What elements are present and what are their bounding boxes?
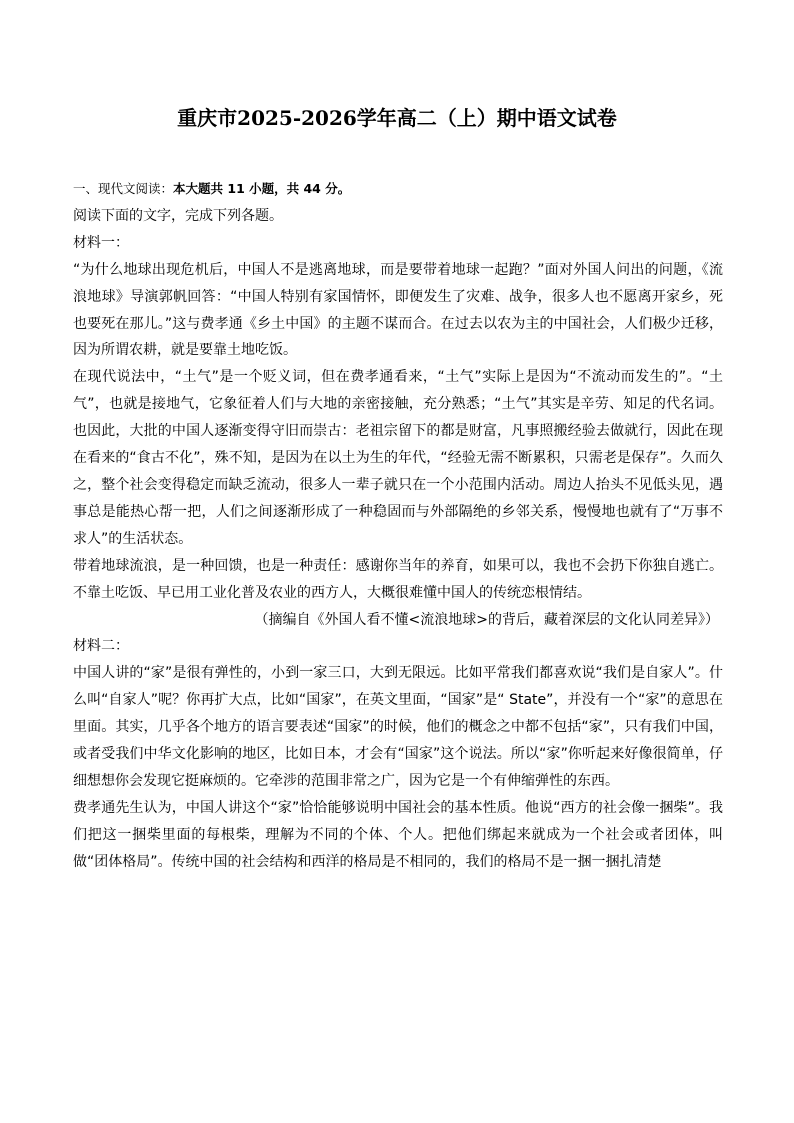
document-title: 重庆市2025-2026学年高二（上）期中语文试卷 [177, 106, 617, 130]
material-one-paragraph: “为什么地球出现危机后，中国人不是逃离地球，而是要带着地球一起跑？”面对外国人问出的问题，《流浪地球》导演郭帆回答：“中国人特别有家国情怀，即便发生了灾难、战争，很多人也不愿离开家乡，死也要死在那儿。”这与费孝通《乡土中国》的主题不谋而合。在过去以农为主的中国社会，人们极少迁移，因为所谓农耕，就是要靠土地吃饭。 [73, 261, 723, 359]
section-heading [73, 176, 723, 203]
document-body [73, 176, 723, 876]
material-two-paragraph: 中国人讲的“家”是很有弹性的，小到一家三口，大到无限远。比如平常我们都喜欢说“我们是自家人”。什么叫“自家人”呢？你再扩大点，比如“国家”，在英文里面，“国家”是“ State”，并没有一个“家”的意思在里面。其实，几乎各个地方的语言要表述“国家”的时候，他们的概念之中都不包括“家”，只有我们中国，或者受我们中华文化影响的地区，比如日本，才会有“国家”这个说法。所以“家”你听起来好像很简单，仔细想想你会发现它挺麻烦的。它牵涉的范围非常之广，因为它是一个有伸缩弹性的东西。 [73, 665, 723, 789]
material-two-paragraph: 费孝通先生认为，中国人讲这个“家”恰恰能够说明中国社会的基本性质。他说“西方的社会像一捆柴”。我们把这一捆柴里面的每根柴，理解为不同的个体、个人。把他们绑起来就成为一个社会或者团体，叫做“团体格局”。传统中国的社会结构和西洋的格局是不相同的，我们的格局不是一捆一捆扎清楚 [73, 799, 723, 870]
reading-instruction: 阅读下面的文字，完成下列各题。 [73, 207, 283, 224]
section-heading-label: 一、现代文阅读： [73, 181, 174, 196]
material-one-label: 材料一： [73, 234, 129, 251]
section-heading-detail: 本大题共 11 小题，共 44 分。 [173, 181, 351, 196]
material-two-label: 材料二： [73, 638, 129, 655]
material-one-paragraph: 带着地球流浪，是一种回馈，也是一种责任：感谢你当年的养育，如果可以，我也不会扔下你独自逃亡。不靠土吃饭、早已用工业化普及农业的西方人，大概很难懂中国人的传统恋根情结。 [73, 557, 723, 601]
material-one-paragraph: 在现代说法中，“土气”是一个贬义词，但在费孝通看来，“土气”实际上是因为“不流动而发生的”。“土气”，也就是接地气，它象征着人们与大地的亲密接触，充分熟悉；“土气”其实是辛劳、知足的代名词。也因此，大批的中国人逐渐变得守旧而崇古：老祖宗留下的都是财富，凡事照搬经验去做就行，因此在现在看来的“食古不化”，殊不知，是因为在以土为生的年代，“经验无需不断累积，只需老是保存”。久而久之，整个社会变得稳定而缺乏流动，很多人一辈子就只在一个小范围内活动。周边人抬头不见低头见，遇事总是能热心帮一把，人们之间逐渐形成了一种稳固而与外部隔绝的乡邻关系，慢慢地也就有了“万事不求人”的生活状态。 [73, 369, 723, 547]
material-one-source: （摘编自《外国人看不懂<流浪地球>的背后，藏着深层的文化认同差异》） [254, 611, 719, 628]
